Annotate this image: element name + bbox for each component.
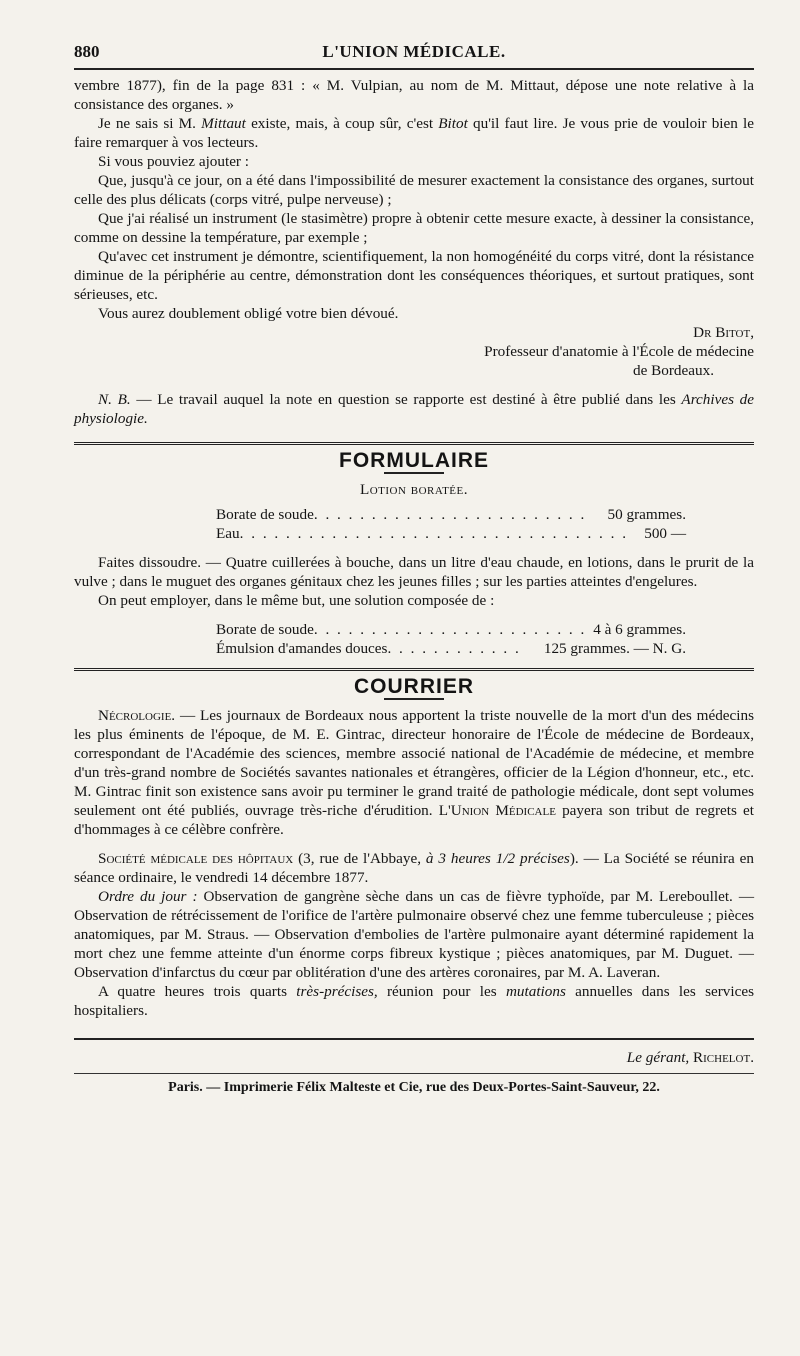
signature-title: Professeur d'anatomie à l'École de médecine	[484, 343, 754, 360]
section-title-courrier: COURRIER	[353, 675, 474, 698]
running-title: L'UNION MÉDICALE.	[322, 42, 506, 61]
letter-paragraph: Si vous pouviez ajouter :	[98, 153, 250, 170]
recipe-ingredients	[216, 620, 686, 658]
ingredient-line: Borate de soude . . . . . . . . . . . . . . . . . . . . . . . . 50 grammes.	[216, 506, 686, 523]
formulaire-section	[74, 451, 754, 658]
necrology-paragraph: Nécrologie. — Les journaux de Bordeaux nous apportent la triste nouvelle de la mort d'un des médecins les plus éminents de l'époque, de M. E. Gintrac, directeur honoraire de l'École de médecine de Bordeaux, correspondant de l'Académie des sciences, membre associé national de l'Académie de médecine, et membre d'un très-grand nombre de Sociétés savantes nationales et étrangères, officier de la Légion d'honneur, etc., etc. M. Gintrac finit son existence sans avoir pu terminer le grand traité de pathologie médicale, dont sept volumes seulement ont été publiés, ouvrage très-riche d'érudition. L'Union Médicale payera son tribut de regrets et d'hommages à ce célèbre confrère.	[74, 707, 754, 838]
recipe-ingredients	[216, 505, 686, 543]
letter-paragraph: Qu'avec cet instrument je démontre, scientifiquement, la non homogénéité du corps vitré, dont la résistance diminue de la périphérie au centre, démonstration dont les conséquences théoriques, et surtout pratiques, sont sérieuses, etc.	[74, 248, 754, 303]
footer-rule	[74, 1038, 754, 1040]
recipe-paragraph: On peut employer, dans le même but, une solution composée de :	[98, 592, 495, 609]
ingredient-line: Borate de soude . . . . . . . . . . . . . . . . . . . . . . . . 4 à 6 grammes.	[216, 621, 686, 638]
letter-paragraph: Vous aurez doublement obligé votre bien dévoué.	[98, 305, 399, 322]
page-header	[74, 38, 754, 68]
journal-page	[74, 38, 754, 1097]
title-underline	[384, 472, 444, 474]
signature-name: Dr Bitot,	[693, 324, 754, 341]
recipe-paragraph: Faites dissoudre. — Quatre cuillerées à bouche, dans un litre d'eau chaude, en lotions, dans le prurit de la vulve ; dans le muguet des organes génitaux chez les jeunes filles ; sur les parties atteintes d'engelures.	[74, 554, 754, 590]
signature-block	[74, 323, 754, 380]
letter-paragraph: Je ne sais si M. Mittaut existe, mais, à coup sûr, c'est Bitot qu'il faut lire. Je vous prie de vouloir bien le faire remarquer à vos lecteurs.	[74, 115, 754, 151]
society-paragraph: Société médicale des hôpitaux (3, rue de l'Abbaye, à 3 heures 1/2 précises). — La Société se réunira en séance ordinaire, le vendredi 14 décembre 1877.	[74, 850, 754, 886]
section-rule	[74, 668, 754, 671]
agenda-paragraph: Ordre du jour : Observation de gangrène sèche dans un cas de fièvre typhoïde, par M. Lereboullet. — Observation de rétrécissement de l'orifice de l'artère pulmonaire observé chez une femme tuberculeuse ; pièces anatomiques, par M. Straus. — Observation d'embolies de l'artère pulmonaire ayant déterminé rapidement la mort chez une femme atteinte d'un énorme corps fibreux kystique ; pièces anatomiques, par M. Duguet. — Observation d'infarctus du cœur par oblitération d'une des artères coronaires, par M. A. Laveran.	[74, 888, 755, 981]
letter-paragraph: Que, jusqu'à ce jour, on a été dans l'impossibilité de mesurer exactement la consistance des organes, surtout celle des plus délicats (corps vitré, pulpe nerveuse) ;	[74, 172, 754, 208]
ingredient-line: Eau . . . . . . . . . . . . . . . . . . . . . . . . . . . . . . . . . . 500 —	[216, 525, 686, 542]
page-number: 880	[74, 42, 100, 61]
signature-place: de Bordeaux.	[633, 362, 714, 379]
letter-paragraph: vembre 1877), fin de la page 831 : « M. Vulpian, au nom de M. Mittaut, dépose une note relative à la consistance des organes. »	[74, 77, 754, 113]
printer-imprint: Paris. — Imprimerie Félix Malteste et Cie, rue des Deux-Portes-Saint-Sauveur, 22.	[168, 1080, 660, 1095]
section-title-formulaire: FORMULAIRE	[339, 449, 489, 472]
letter-paragraph: Que j'ai réalisé un instrument (le stasimètre) propre à obtenir cette mesure exacte, à dessiner la consistance, comme on dessine la température, par exemple ;	[74, 210, 754, 246]
courrier-section	[74, 677, 754, 1020]
ingredient-line: Émulsion d'amandes douces . . . . . . . . . . . . 125 grammes. — N. G.	[216, 640, 686, 657]
recipe-title: Lotion boratée.	[359, 481, 469, 498]
meeting-paragraph: A quatre heures trois quarts très-précises, réunion pour les mutations annuelles dans les services hospitaliers.	[74, 983, 755, 1019]
section-rule	[74, 442, 754, 445]
title-underline	[384, 698, 444, 700]
gerant-line: Le gérant, Richelot.	[626, 1049, 754, 1066]
footer-rule	[74, 1073, 754, 1074]
letter-section	[74, 76, 754, 428]
nota-bene: N. B. — Le travail auquel la note en question se rapporte est destiné à être publié dans les Archives de physiologie.	[74, 391, 754, 427]
